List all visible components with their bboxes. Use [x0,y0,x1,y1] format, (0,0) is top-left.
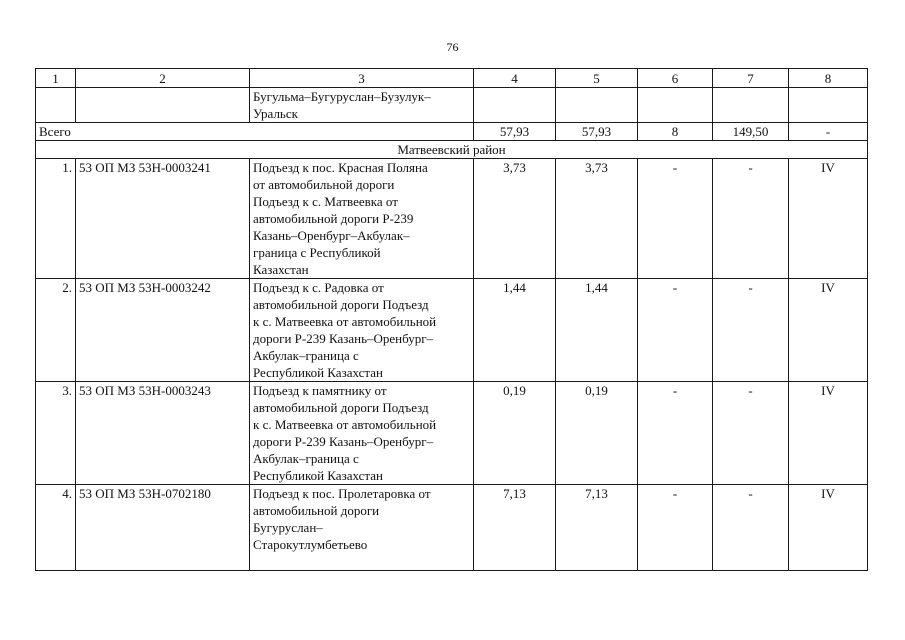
table-row [36,485,868,571]
name-line: Бугульма–Бугуруслан–Бузулук– [253,89,431,104]
road-length-2: 7,13 [556,485,638,571]
road-code: 53 ОП МЗ 53Н-0003243 [76,382,250,485]
col6-value: - [638,382,713,485]
total-row [36,123,868,141]
total-value: 149,50 [713,123,789,141]
name-line: Бугуруслан– [253,520,323,535]
name-line: Подъезд к с. Радовка от [253,280,384,295]
total-count: 8 [638,123,713,141]
name-line: Акбулак–граница с [253,348,359,363]
name-line: Подъезд к с. Матвеевка от [253,194,398,209]
column-header: 1 [36,69,76,88]
name-line: граница с Республикой [253,245,381,260]
road-name-cell [250,279,474,382]
row-number: 3. [36,382,76,485]
road-name-cell [250,382,474,485]
district-title: Матвеевский район [36,141,868,159]
road-length: 1,44 [474,279,556,382]
column-header: 7 [713,69,789,88]
cell-empty [36,88,76,123]
road-code: 53 ОП МЗ 53Н-0003241 [76,159,250,279]
road-category: IV [789,382,868,485]
name-line: Подъезд к пос. Красная Поляна [253,160,428,175]
col7-value: - [713,159,789,279]
row-number: 4. [36,485,76,571]
total-length-2: 57,93 [556,123,638,141]
table-row [36,382,868,485]
name-line: автомобильной дороги [253,503,380,518]
road-length: 0,19 [474,382,556,485]
roads-table [35,68,868,571]
name-line: к с. Матвеевка от автомобильной [253,314,437,329]
name-line: Республикой Казахстан [253,365,383,380]
total-category: - [789,123,868,141]
row-number: 1. [36,159,76,279]
column-header: 8 [789,69,868,88]
name-line: Подъезд к пос. Пролетаровка от [253,486,431,501]
name-line: Акбулак–граница с [253,451,359,466]
column-header: 4 [474,69,556,88]
col6-value: - [638,485,713,571]
column-header: 3 [250,69,474,88]
road-code: 53 ОП МЗ 53Н-0702180 [76,485,250,571]
road-category: IV [789,485,868,571]
column-header: 6 [638,69,713,88]
table-row [36,159,868,279]
road-length: 7,13 [474,485,556,571]
total-label: Всего [36,123,474,141]
col6-value: - [638,159,713,279]
road-code: 53 ОП МЗ 53Н-0003242 [76,279,250,382]
col7-value: - [713,485,789,571]
name-line: дороги Р-239 Казань–Оренбург– [253,434,434,449]
road-name-cell [250,159,474,279]
col7-value: - [713,279,789,382]
road-length: 3,73 [474,159,556,279]
col7-value: - [713,382,789,485]
column-header: 5 [556,69,638,88]
name-line: автомобильной дороги Р-239 [253,211,414,226]
row-number: 2. [36,279,76,382]
total-length: 57,93 [474,123,556,141]
name-line: Подъезд к памятнику от [253,383,387,398]
road-length-2: 0,19 [556,382,638,485]
name-line: автомобильной дороги Подъезд [253,297,429,312]
cell-empty [713,88,789,123]
table-row [36,279,868,382]
road-length-2: 3,73 [556,159,638,279]
name-line: Уральск [253,106,298,121]
cell-empty [76,88,250,123]
road-category: IV [789,159,868,279]
name-line: Казахстан [253,262,309,277]
col6-value: - [638,279,713,382]
cell-empty [638,88,713,123]
name-line: к с. Матвеевка от автомобильной [253,417,437,432]
road-name-cell [250,485,474,571]
name-line: от автомобильной дороги [253,177,395,192]
continuation-row [36,88,868,123]
road-category: IV [789,279,868,382]
column-header: 2 [76,69,250,88]
cell-empty [474,88,556,123]
road-name-cell [250,88,474,123]
name-line: Республикой Казахстан [253,468,383,483]
name-line: автомобильной дороги Подъезд [253,400,429,415]
name-line: дороги Р-239 Казань–Оренбург– [253,331,434,346]
cell-empty [556,88,638,123]
name-line: Старокутлумбетьево [253,537,368,552]
name-line: Казань–Оренбург–Акбулак– [253,228,410,243]
cell-empty [789,88,868,123]
page-number: 76 [446,40,459,54]
district-row [36,141,868,159]
header-row [36,69,868,88]
road-length-2: 1,44 [556,279,638,382]
